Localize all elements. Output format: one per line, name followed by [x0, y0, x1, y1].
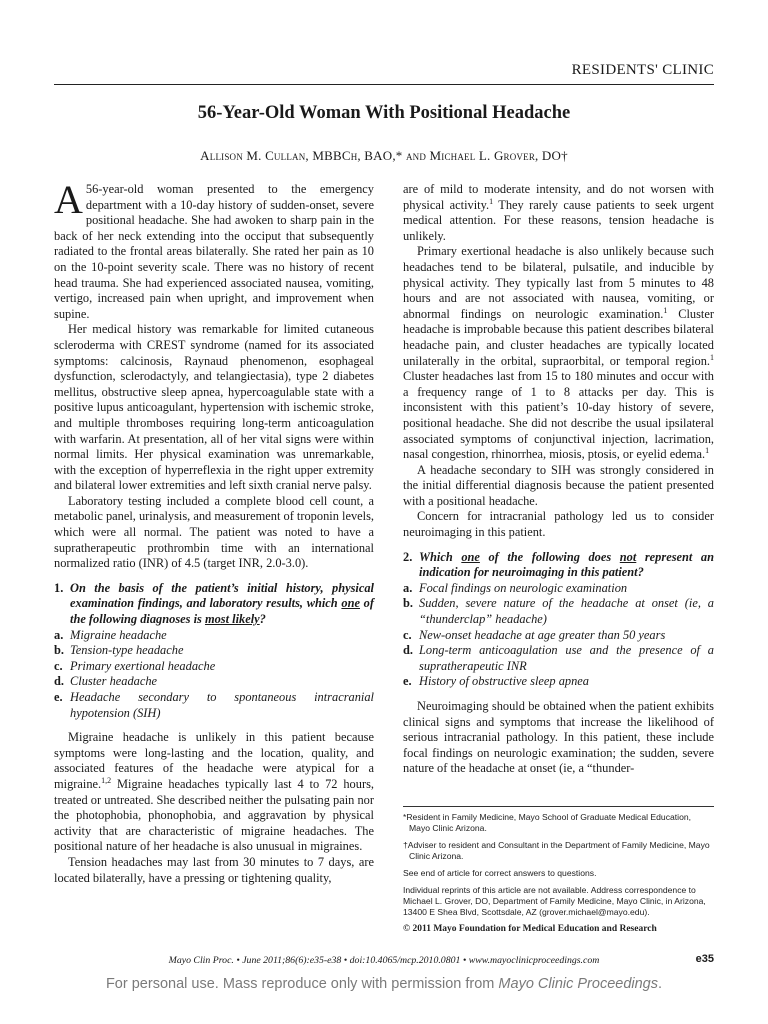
question-1-option: d. Cluster headache: [54, 674, 158, 689]
footnote-resident: *Resident in Family Medicine, Mayo School of Graduate Medical Education, Mayo Clinic Arizona.: [403, 812, 692, 833]
question-2-option: b. Sudden, severe nature of the headache at onset (ie, a “thunderclap” headache): [403, 596, 714, 627]
question-1-stem: 1. On the basis of the patient’s initial history, physical examination findings, and laboratory results, which one of the following diagnoses is most likely?: [54, 580, 374, 627]
question-2-option: e. History of obstructive sleep apnea: [403, 674, 589, 689]
header-rule: [54, 84, 714, 85]
footnote-answers: See end of article for correct answers to questions.: [403, 868, 597, 878]
question-2-option: c. New-onset headache at age greater than 50 years: [403, 627, 666, 642]
footnote-adviser: †Adviser to resident and Consultant in the Department of Family Medicine, Mayo Clinic Arizona.: [403, 840, 710, 861]
right-column: [403, 182, 714, 777]
question-1-option: c. Primary exertional headache: [54, 658, 216, 673]
history-paragraph: Her medical history was remarkable for limited cutaneous scleroderma with CREST syndrome (named for its associated symptoms: calcinosis, Raynaud phenomenon, esophageal dysfunction, sclerodactyly, and telangiectasia), type 2 diabetes mellitus, obstructive sleep apnea, hypercoagulable state with a positive lupus anticoagulant, hypertension with ischemic stroke, and multiple thromboses requiring long-term anticoagulation with warfarin. At presentation, all of her vital signs were within normal limits. Her physical examination was unremarkable, with the exception of hyperreflexia in the right upper extremity and bilateral lower extremities and left sixth cranial nerve palsy.: [54, 322, 374, 493]
question-2-option: a. Focal findings on neurologic examination: [403, 580, 628, 595]
section-label: RESIDENTS' CLINIC: [571, 62, 714, 78]
tension-paragraph: Tension headaches may last from 30 minutes to 7 days, are located bilaterally, have a pressing or tightening quality,: [54, 854, 374, 885]
footnote-rule: [403, 806, 714, 807]
question-1-option: a. Migraine headache: [54, 627, 167, 642]
tension-continued-paragraph: are of mild to moderate intensity, and do not worsen with physical activity.$^1$ They rarely cause patients to seek urgent medical attention. For these reasons, tension headache is unlikely.: [403, 182, 715, 243]
permission-notice: For personal use. Mass reproduce only with permission from Mayo Clinic Proceedings.: [105, 976, 663, 992]
neuroimaging-paragraph: Concern for intracranial pathology led us to consider neuroimaging in this patient.: [403, 509, 714, 540]
left-column: [54, 177, 375, 886]
article-authors: Allison M. Cullan, MBBCh, BAO,* and Michael L. Grover, DO†: [200, 148, 568, 163]
question-2-option: d. Long-term anticoagulation use and the presence of a supratherapeutic INR: [403, 643, 714, 673]
question-2: [403, 550, 714, 690]
question-1: [54, 581, 374, 721]
question-1-option: e. Headache secondary to spontaneous intracranial hypotension (SIH): [54, 690, 374, 720]
running-footer: Mayo Clin Proc. • June 2011;86(6):e35-e38 • doi:10.4065/mcp.2010.0801 • www.mayoclinicproceedings.com: [168, 955, 600, 966]
sih-paragraph: A headache secondary to SIH was strongly considered in the initial differential diagnosis because the patient presented with a positional headache.: [403, 462, 714, 508]
footnotes: [403, 812, 714, 941]
footnote-reprints: Individual reprints of this article are not available. Address correspondence to Michael L. Grover, DO, Department of Family Medicine, Mayo Clinic, in Arizona, 13400 E Shea Blvd, Scottsdale, AZ (grover.michael@mayo.edu).: [403, 885, 706, 917]
neuroimaging-indication-paragraph: Neuroimaging should be obtained when the patient exhibits clinical signs and symptoms that increase the likelihood of serious intracranial pathology. In this patient, these include focal findings on neurologic examination; the sudden, severe nature of the headache at onset (ie, a “thunder-: [403, 699, 714, 776]
copyright: © 2011 Mayo Foundation for Medical Education and Research: [403, 924, 657, 934]
article-title: 56-Year-Old Woman With Positional Headache: [197, 103, 571, 123]
page-number: e35: [695, 953, 714, 965]
question-1-option: b. Tension-type headache: [54, 643, 184, 658]
intro-paragraph: A 56-year-old woman presented to the emergency department with a 10-day history of sudden-onset, severe positional headache. She had awoken to sharp pain in the back of her neck extending into the occiput that subsequently radiated to the frontal areas bilaterally. She rated her pain as 10 on the 10-point severity scale. There was no history of recent head trauma. She had experienced associated nausea, vomiting, vertigo, increased pain when upright, and improvement when supine.: [54, 177, 374, 321]
exertional-paragraph: Primary exertional headache is also unlikely because such headaches tend to be bilateral, pulsatile, and inducible by physical activity. They typically last from 5 minutes to 48 hours and are not associated with nausea, vomiting, or abnormal findings on neurologic examination.$^1$ Cluster headache is improbable because this patient describes bilateral headache pain, and cluster headaches are typically located unilaterally in the orbital, supraorbital, or temporal region.$^1$ Cluster headaches last from 15 to 180 minutes and occur with a frequency range of 1 to 8 attacks per day. This is inconsistent with this patient’s 10-day history of severe, positional headache. She did not describe the usual ipsilateral associated symptoms of conjunctival injection, lacrimation, nasal congestion, rhinorrhea, miosis, ptosis, or eyelid edema.$^1$: [403, 244, 714, 462]
question-2-stem: 2. Which one of the following does not represent an indication for neuroimaging in this patient?: [403, 549, 714, 580]
lab-paragraph: Laboratory testing included a complete blood cell count, a metabolic panel, urinalysis, and measurement of troponin levels, which were all normal. The patient was noted to have a supratherapeutic prothrombin time with an international normalized ratio (INR) of 4.5 (target INR, 2.0-3.0).: [54, 493, 375, 571]
migraine-paragraph: Migraine headache is unlikely in this patient because symptoms were long-lasting and the location, quality, and associated features of the headache were atypical for a migraine.$^{1,2}$ Migraine headaches typically last 4 to 72 hours, treated or untreated. She described neither the pulsating pain nor the photophobia, phonophobia, and aggravation by physical activity that are characteristic of migraine headaches. The positional nature of her headache is also unusual in migraines.: [54, 730, 374, 854]
drop-cap: A: [54, 177, 83, 222]
